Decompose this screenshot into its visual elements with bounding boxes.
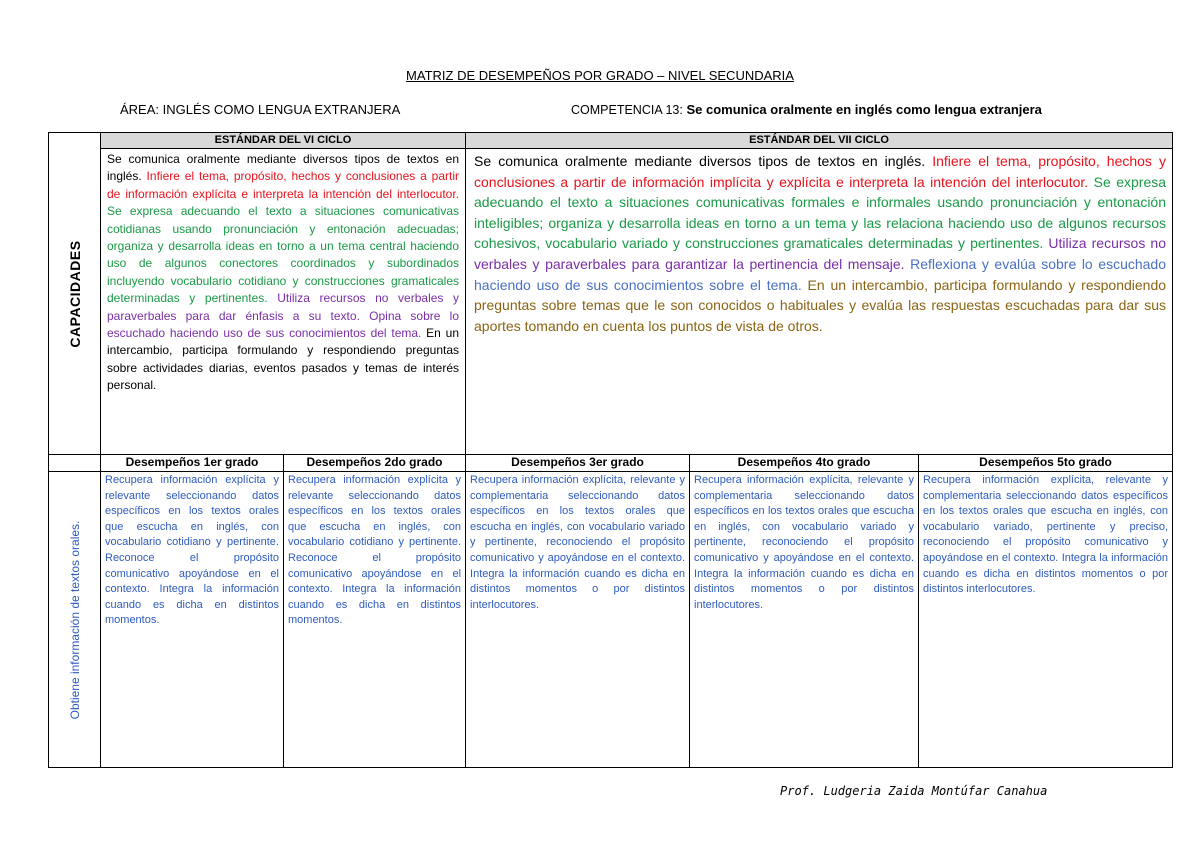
document-title: MATRIZ DE DESEMPEÑOS POR GRADO – NIVEL SECUNDARIA [406, 68, 794, 83]
grade-5-header: Desempeños 5to grado [919, 455, 1173, 472]
capacidad-1-cell [49, 472, 101, 768]
desempeno-3-cell [466, 472, 690, 768]
desempeno-5-text: Recupera información explícita, relevante y complementaria seleccionando datos específicos en los textos orales que escucha en inglés, con vocabulario variado, pertinente y preciso, reconociendo el propósito comunicativo y apoyándose en el contexto. Integra la información cuando es dicha en distintos momentos o por distintos interlocutores. [923, 474, 1169, 596]
competencia-text: Se comunica oralmente en inglés como lengua extranjera [682, 102, 1042, 117]
capacidades-cell [49, 133, 101, 455]
grade-2-header: Desempeños 2do grado [284, 455, 466, 472]
desempeno-5-cell [919, 472, 1173, 768]
std6-sentence-4: Utiliza recursos no verbales y paraverbales para dar énfasis a su texto. [107, 291, 460, 323]
competencia-number: COMPETENCIA 13: [571, 103, 683, 117]
desempeno-2-text: Recupera información explícita y relevante seleccionando datos específicos en los textos orales que escucha en inglés, con vocabulario cotidiano y pertinente. Reconoce el propósito comunicativo apoyándose en el contexto. Integra la información cuando es dicha en distintos momentos. [288, 474, 462, 627]
blank-grade-cell [49, 455, 101, 472]
desempeno-4-cell [690, 472, 919, 768]
estandar-vii-header: ESTÁNDAR DEL VII CICLO [466, 133, 1173, 149]
area-label: ÁREA: INGLÉS COMO LENGUA EXTRANJERA [120, 102, 401, 117]
grade-1-header: Desempeños 1er grado [101, 455, 284, 472]
estandar-vi-text [101, 149, 465, 395]
std6-sentence-1: Se comunica oralmente mediante diversos tipos de textos en inglés. [107, 152, 460, 184]
desempeno-3-text: Recupera información explícita, relevante y complementaria seleccionando datos específicos en los textos orales que escucha en inglés, con vocabulario variado y pertinente, reconociendo el propósito comunicativo y apoyándose en el contexto. Integra la información cuando es dicha en distintos momentos o por distintos interlocutores. [470, 474, 686, 611]
std7-sentence-4: Utiliza recursos no verbales y paraverbales para garantizar la pertinencia del mensaje. [474, 235, 1167, 272]
desempeno-1-cell [101, 472, 284, 768]
std7-sentence-5: Reflexiona y evalúa sobre lo escuchado haciendo uso de sus conocimientos sobre el tema. [474, 255, 1167, 293]
std7-sentence-2: Infiere el tema, propósito, hechos y conclusiones a partir de información implícita y explícita e interpreta la intención del interlocutor. [474, 153, 1166, 190]
estandar-vii-text [466, 149, 1172, 336]
std7-sentence-3: Se expresa adecuando el texto a situaciones comunicativas formales e informales usando pronunciación y entonación inteligibles; organiza y desarrolla ideas en torno a un tema y las relaciona haciendo uso de algunos recursos cohesivos, vocabulario variado y construcciones gramaticales determinadas y pertinentes. [474, 173, 1167, 252]
grade-4-header: Desempeños 4to grado [690, 455, 919, 472]
std6-sentence-6: En un intercambio, participa formulando y respondiendo preguntas sobre actividades diarias, eventos pasados y temas de interés personal. [107, 326, 460, 393]
capacidades-label: CAPACIDADES [66, 239, 83, 348]
performance-matrix [48, 132, 1173, 768]
capacidad-1-label: Obtiene información de textos orales. [67, 520, 82, 719]
author-signature: Prof. Ludgeria Zaida Montúfar Canahua [780, 784, 1048, 798]
desempeno-2-cell [284, 472, 466, 768]
estandar-vii-cell [466, 149, 1173, 455]
estandar-vi-cell [101, 149, 466, 455]
competencia-label [571, 102, 1042, 117]
std7-sentence-1: Se comunica oralmente mediante diversos tipos de textos en inglés. [474, 153, 926, 169]
std6-sentence-5: Opina sobre lo escuchado haciendo uso de sus conocimientos del tema. [107, 308, 460, 341]
desempeno-1-text: Recupera información explícita y relevante seleccionando datos específicos en los textos orales que escucha en inglés, con vocabulario cotidiano y pertinente. Reconoce el propósito comunicativo apoyándose en el contexto. Integra la información cuando es dicha en distintos momentos. [105, 474, 279, 627]
std6-sentence-3: Se expresa adecuando el texto a situaciones comunicativas cotidianas usando pronunciación y entonación adecuadas; organiza y desarrolla ideas en torno a un tema central haciendo uso de algunos conectores coordinados y subordinados incluyendo vocabulario cotidiano y construcciones gramaticales determinadas y pertinentes. [107, 204, 460, 306]
std7-sentence-6: En un intercambio, participa formulando y respondiendo preguntas sobre temas que le son conocidos o habituales y evalúa las respuestas escuchadas para dar sus aportes tomando en cuenta los puntos de vista de otros. [474, 276, 1167, 334]
desempeno-4-text: Recupera información explícita, relevante y complementaria seleccionando datos específicos en los textos orales que escucha en inglés, con vocabulario variado y pertinente, reconociendo el propósito comunicativo y apoyándose en el contexto. Integra la información cuando es dicha en distintos momentos o por distintos interlocutores. [694, 474, 915, 611]
grade-3-header: Desempeños 3er grado [466, 455, 690, 472]
estandar-vi-header: ESTÁNDAR DEL VI CICLO [101, 133, 466, 149]
std6-sentence-2: Infiere el tema, propósito, hechos y conclusiones a partir de información explícita e interpreta la intención del interlocutor. [107, 169, 460, 201]
